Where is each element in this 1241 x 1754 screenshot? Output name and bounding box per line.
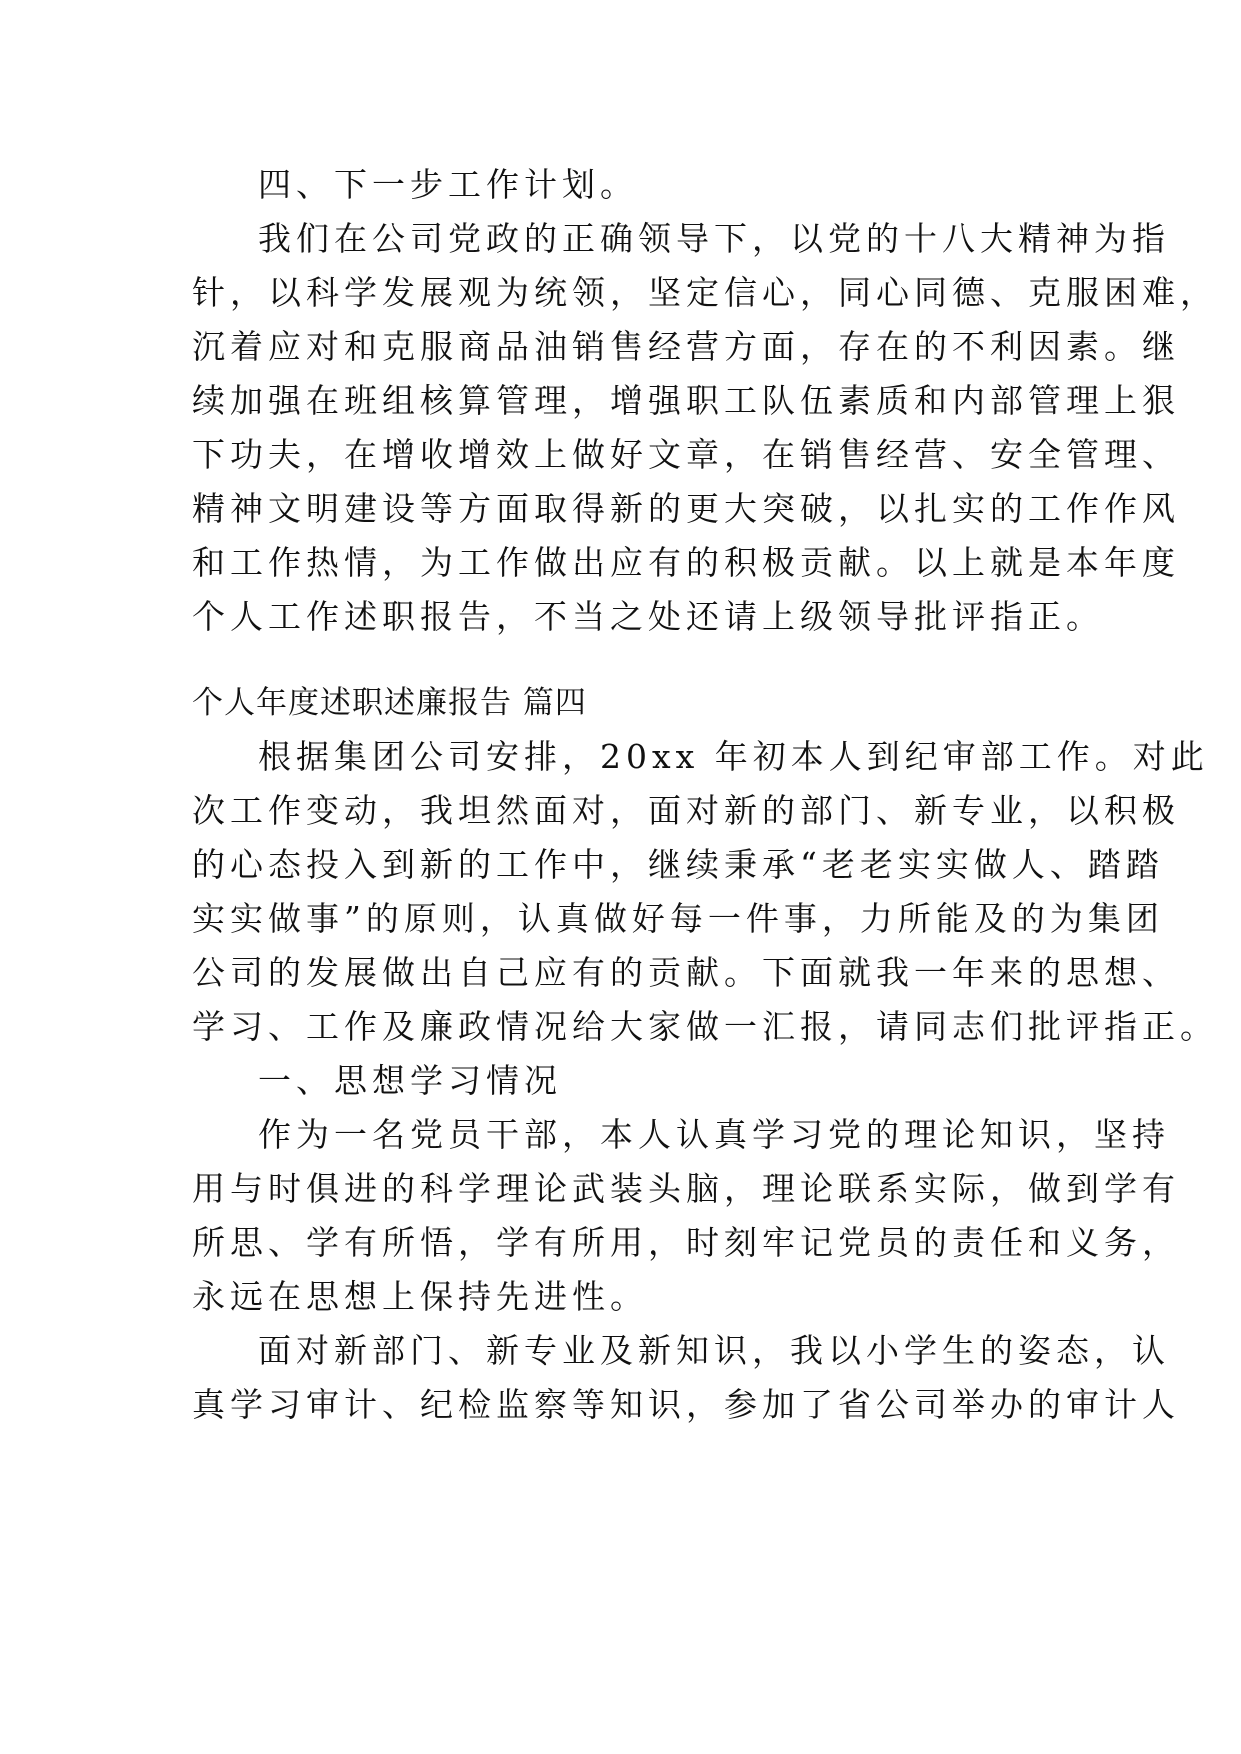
text-line: 面对新部门、新专业及新知识，我以小学生的姿态，认 [258,1331,1170,1370]
report-title: 个人年度述职述廉报告 篇四 [192,685,587,721]
text-line: 针，以科学发展观为统领，坚定信心，同心同德、克服困难， [192,273,1218,312]
text-line: 精神文明建设等方面取得新的更大突破，以扎实的工作作风 [192,489,1180,528]
paragraph-study-2 [192,1324,1180,1432]
text-line: 的心态投入到新的工作中，继续秉承“老老实实做人、踏踏 [192,845,1164,884]
paragraph-next-plan [192,212,1218,644]
text-line: 真学习审计、纪检监察等知识，参加了省公司举办的审计人 [192,1385,1180,1424]
text-line: 所思、学有所悟，学有所用，时刻牢记党员的责任和义务， [192,1223,1180,1262]
text-line: 作为一名党员干部，本人认真学习党的理论知识，坚持 [258,1115,1170,1154]
paragraph-study-1 [192,1108,1180,1324]
subheading-study: 一、思想学习情况 [258,1061,562,1100]
paragraph-intro [192,730,1218,1054]
text-line: 个人工作述职报告，不当之处还请上级领导批评指正。 [192,597,1104,636]
text-line: 和工作热情，为工作做出应有的积极贡献。以上就是本年度 [192,543,1180,582]
text-line: 公司的发展做出自己应有的贡献。下面就我一年来的思想、 [192,953,1180,992]
text-line: 根据集团公司安排，20xx 年初本人到纪审部工作。对此 [258,737,1209,776]
text-line: 续加强在班组核算管理，增强职工队伍素质和内部管理上狠 [192,381,1180,420]
text-line: 下功夫，在增收增效上做好文章，在销售经营、安全管理、 [192,435,1180,474]
text-line: 用与时俱进的科学理论武装头脑，理论联系实际，做到学有 [192,1169,1180,1208]
text-line: 次工作变动，我坦然面对，面对新的部门、新专业，以积极 [192,791,1180,830]
text-line: 实实做事”的原则，认真做好每一件事，力所能及的为集团 [192,899,1164,938]
document-body [192,158,1218,1432]
text-line: 永远在思想上保持先进性。 [192,1277,648,1316]
text-line: 学习、工作及廉政情况给大家做一汇报，请同志们批评指正。 [192,1007,1218,1046]
text-line: 沉着应对和克服商品油销售经营方面，存在的不利因素。继 [192,327,1180,366]
text-line: 我们在公司党政的正确领导下，以党的十八大精神为指 [258,219,1170,258]
section-heading-next-plan: 四、下一步工作计划。 [258,165,638,204]
